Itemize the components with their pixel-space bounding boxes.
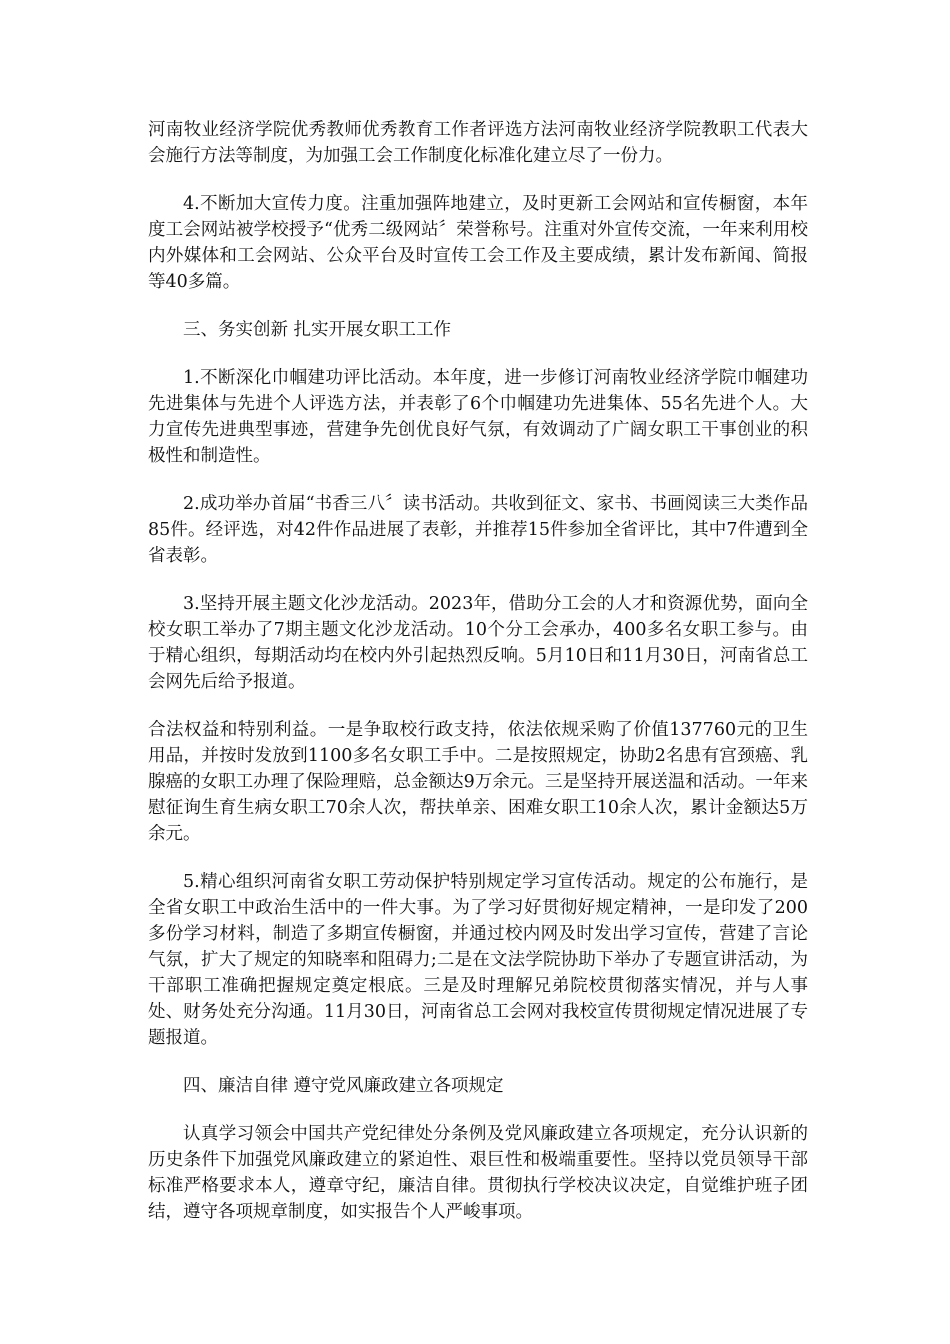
paragraph-publicity: 4.不断加大宣传力度。注重加强阵地建立，及时更新工会网站和宣传橱窗，本年度工会网站被学校授予“优秀二级网站〞荣誉称号。注重对外宣传交流，一年来利用校内外媒体和工会网站、公众平台及时宣传工会工作及主要成绩，累计发布新闻、简报等40多篇。 xyxy=(148,194,808,292)
paragraph-jinguo-award: 1.不断深化巾帼建功评比活动。本年度，进一步修订河南牧业经济学院巾帼建功先进集体与先进个人评选方法，并表彰了6个巾帼建功先进集体、55名先进个人。大力宣传先进典型事迹，营建争先创优良好气氛，有效调动了广阔女职工干事创业的积极性和制造性。 xyxy=(148,368,808,466)
paragraph-labor-protection: 5.精心组织河南省女职工劳动保护特别规定学习宣传活动。规定的公布施行，是全省女职工中政治生活中的一件大事。为了学习好贯彻好规定精神，一是印发了200多份学习材料，制造了多期宣传橱窗，并通过校内网及时发出学习宣传，营建了言论气氛，扩大了规定的知晓率和阻碍力;二是在文法学院协助下举办了专题宣讲活动，为干部职工准确把握规定奠定根底。三是及时理解兄弟院校贯彻落实情况，并与人事处、财务处充分沟通。11月30日，河南省总工会网对我校宣传贯彻规定情况进展了专题报道。 xyxy=(148,872,808,1048)
paragraph-party-discipline: 认真学习领会中国共产党纪律处分条例及党风廉政建立各项规定，充分认识新的历史条件下加强党风廉政建立的紧迫性、艰巨性和极端重要性。坚持以党员领导干部标准严格要求本人，遵章守纪，廉洁自律。贯彻执行学校决议决定，自觉维护班子团结，遵守各项规章制度，如实报告个人严峻事项。 xyxy=(148,1124,808,1222)
paragraph-culture-salon: 3.坚持开展主题文化沙龙活动。2023年，借助分工会的人才和资源优势，面向全校女职工举办了7期主题文化沙龙活动。10个分工会承办，400多名女职工参与。由于精心组织，每期活动均在校内外引起热烈反响。5月10日和11月30日，河南省总工会网先后给予报道。 xyxy=(148,594,808,692)
paragraph-reading-activity: 2.成功举办首届“书香三八〞读书活动。共收到征文、家书、书画阅读三大类作品85件。经评选，对42件作品进展了表彰，并推荐15件参加全省评比，其中7件遭到全省表彰。 xyxy=(148,494,808,566)
section-heading-women-workers: 三、务实创新 扎实开展女职工工作 xyxy=(183,320,452,340)
section-heading-integrity: 四、廉洁自律 遵守党风廉政建立各项规定 xyxy=(183,1076,504,1096)
paragraph-union-system: 河南牧业经济学院优秀教师优秀教育工作者评选方法河南牧业经济学院教职工代表大会施行方法等制度，为加强工会工作制度化标准化建立尽了一份力。 xyxy=(148,120,808,166)
document-page xyxy=(148,117,808,1247)
paragraph-rights-interests: 合法权益和特别利益。一是争取校行政支持，依法依规采购了价值137760元的卫生用品，并按时发放到1100多名女职工手中。二是按照规定，协助2名患有宫颈癌、乳腺癌的女职工办理了保险理赔，总金额达9万余元。三是坚持开展送温和活动。一年来慰征询生育生病女职工70余人次，帮扶单亲、困难女职工10余人次，累计金额达5万余元。 xyxy=(148,720,808,844)
